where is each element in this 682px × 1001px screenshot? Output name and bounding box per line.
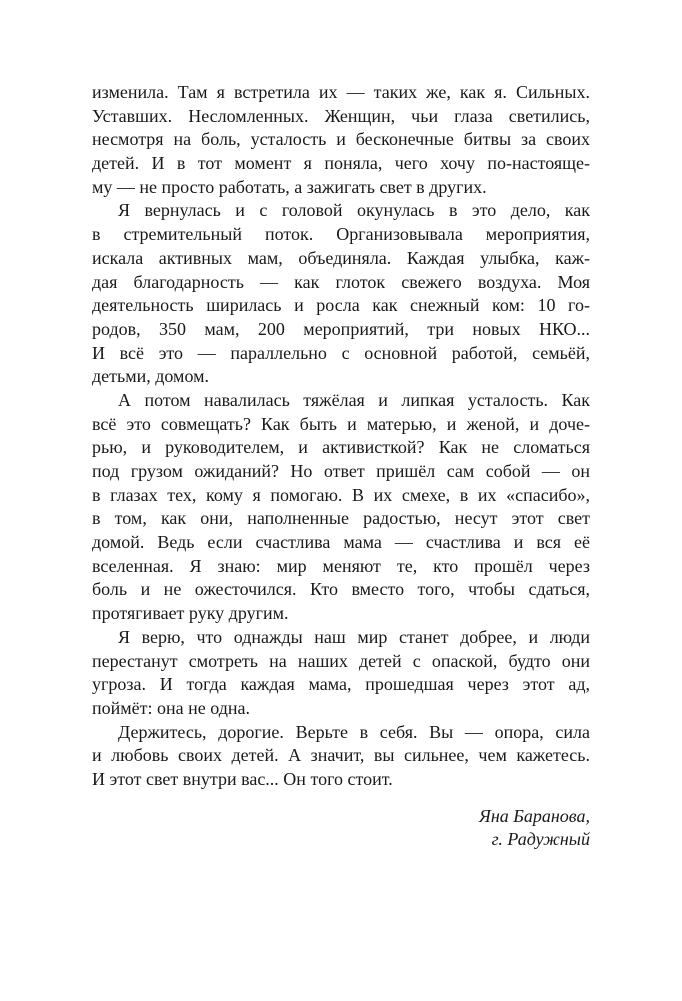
text-line: рью, и руководителем, и активисткой? Как не сломаться xyxy=(92,437,590,458)
text-line: в том, как они, наполненные радостью, несут этот свет xyxy=(92,508,590,529)
text-line: домой. Ведь если счастлива мама — счастлива и вся её xyxy=(92,532,590,553)
text-line: И всё это — параллельно с основной работой, семьёй, xyxy=(92,342,590,363)
text-line: перестанут смотреть на наших детей с опаской, будто они xyxy=(92,650,590,671)
paragraph xyxy=(92,721,590,792)
text-line: под грузом ожиданий? Но ответ пришёл сам собой — он xyxy=(92,461,590,481)
text-line: Я вернулась и с головой окунулась в это дело, как xyxy=(118,200,590,221)
text-line: деятельность ширилась и росла как снежный ком: 10 го- xyxy=(92,295,590,316)
body-text xyxy=(92,81,590,852)
text-line: Я верю, что однажды наш мир станет добрее, и люди xyxy=(118,626,590,647)
text-line: и любовь своих детей. А значит, вы сильнее, чем кажетесь. xyxy=(92,745,590,766)
text-line: в стремительный поток. Организовывала мероприятия, xyxy=(92,224,590,245)
paragraph xyxy=(92,389,590,626)
text-line: несмотря на боль, усталость и бесконечные битвы за своих xyxy=(92,129,590,150)
text-line: детьми, домом. xyxy=(92,366,209,387)
signature-author: Яна Баранова, xyxy=(479,805,590,826)
text-line: протягивает руку другим. xyxy=(92,603,289,624)
signature-city: г. Радужный xyxy=(491,829,590,850)
text-line: поймёт: она не одна. xyxy=(92,697,251,718)
paragraph xyxy=(92,81,590,199)
text-line: му — не просто работать, а зажигать свет в других. xyxy=(92,176,487,197)
paragraph xyxy=(92,199,590,389)
text-line: Держитесь, дорогие. Верьте в себя. Вы — опора, сила xyxy=(118,721,590,742)
text-line: А потом навалилась тяжёлая и липкая усталость. Как xyxy=(118,389,590,410)
text-line: в глазах тех, кому я помогаю. В их смехе, в их «спасибо», xyxy=(92,484,590,505)
text-line: И этот свет внутри вас... Он того стоит. xyxy=(92,768,393,789)
text-line: родов, 350 мам, 200 мероприятий, три новых НКО... xyxy=(92,318,590,339)
paragraph xyxy=(92,626,590,721)
text-line: детей. И в тот момент я поняла, чего хочу по-настояще- xyxy=(92,153,590,174)
text-line: вселенная. Я знаю: мир меняют те, кто прошёл через xyxy=(92,555,590,576)
signature xyxy=(92,805,590,852)
text-line: Уставших. Несломленных. Женщин, чьи глаза светились, xyxy=(92,105,590,126)
text-line: угроза. И тогда каждая мама, прошедшая через этот ад, xyxy=(92,674,590,695)
text-line: дая благодарность — как глоток свежего воздуха. Моя xyxy=(92,271,590,292)
text-line: искала активных мам, объединяла. Каждая улыбка, каж- xyxy=(92,247,590,268)
text-line: всё это совмещать? Как быть и матерью, и женой, и доче- xyxy=(92,413,590,434)
text-line: изменила. Там я встретила их — таких же, как я. Сильных. xyxy=(92,82,590,102)
text-line: боль и не ожесточился. Кто вместо того, чтобы сдаться, xyxy=(92,579,590,600)
